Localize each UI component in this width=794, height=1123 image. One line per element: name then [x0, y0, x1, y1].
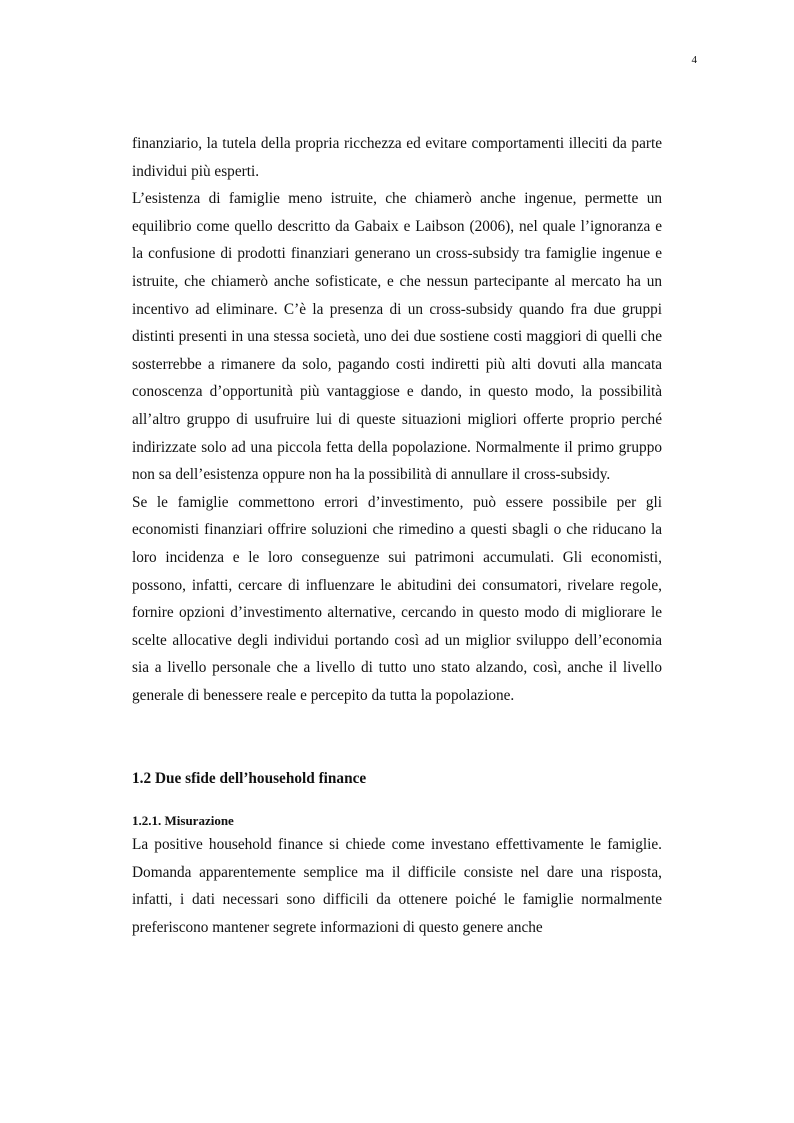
page-number: 4 [691, 54, 697, 66]
paragraph-continued: finanziario, la tutela della propria ricchezza ed evitare comportamenti illeciti da parte individui più esperti. [132, 135, 662, 180]
page-body [132, 130, 662, 941]
paragraph-investment-errors: Se le famiglie commettono errori d’investimento, può essere possibile per gli economisti finanziari offrire soluzioni che rimedino a questi sbagli o che riducano la loro incidenza e le loro conseguenze sui patrimoni accumulati. Gli economisti, possono, infatti, cercare di influenzare le abitudini dei consumatori, rivelare regole, fornire opzioni d’investimento alternative, cercando in questo modo di migliorare le scelte allocative degli individui portando così ad un miglior sviluppo dell’economia sia a livello personale che a livello di tutto uno stato alzando, così, anche il livello generale di benessere reale e percepito da tutta la popolazione. [132, 493, 662, 704]
section-heading: 1.2 Due sfide dell’household finance [132, 770, 367, 788]
subsection-heading: 1.2.1. Misurazione [132, 813, 234, 829]
paragraph-cross-subsidy: L’esistenza di famiglie meno istruite, che chiamerò anche ingenue, permette un equilibrio come quello descritto da Gabaix e Laibson (2006), nel quale l’ignoranza e la confusione di prodotti finanziari generano un cross-subsidy tra famiglie ingenue e istruite, che chiamerò anche sofisticate, e che nessun partecipante al mercato ha un incentivo ad eliminare. C’è la presenza di un cross-subsidy quando fra due gruppi distinti presenti in una stessa società, uno dei due sostiene costi maggiori di quelli che sosterrebbe a rimanere da solo, pagando costi indiretti più alti dovuti alla mancata conoscenza d’opportunità più vantaggiose e dando, in questo modo, la possibilità all’altro gruppo di usufruire lui di queste situazioni migliori offerte proprio perché indirizzate solo ad una piccola fetta della popolazione. Normalmente il primo gruppo non sa dell’esistenza oppure non ha la possibilità di annullare il cross-subsidy. [132, 190, 662, 484]
paragraph-measurement: La positive household finance si chiede come investano effettivamente le famiglie. Domanda apparentemente semplice ma il difficile consiste nel dare una risposta, infatti, i dati necessari sono difficili da ottenere poiché le famiglie normalmente preferiscono mantener segrete informazioni di questo genere anche [132, 836, 662, 936]
